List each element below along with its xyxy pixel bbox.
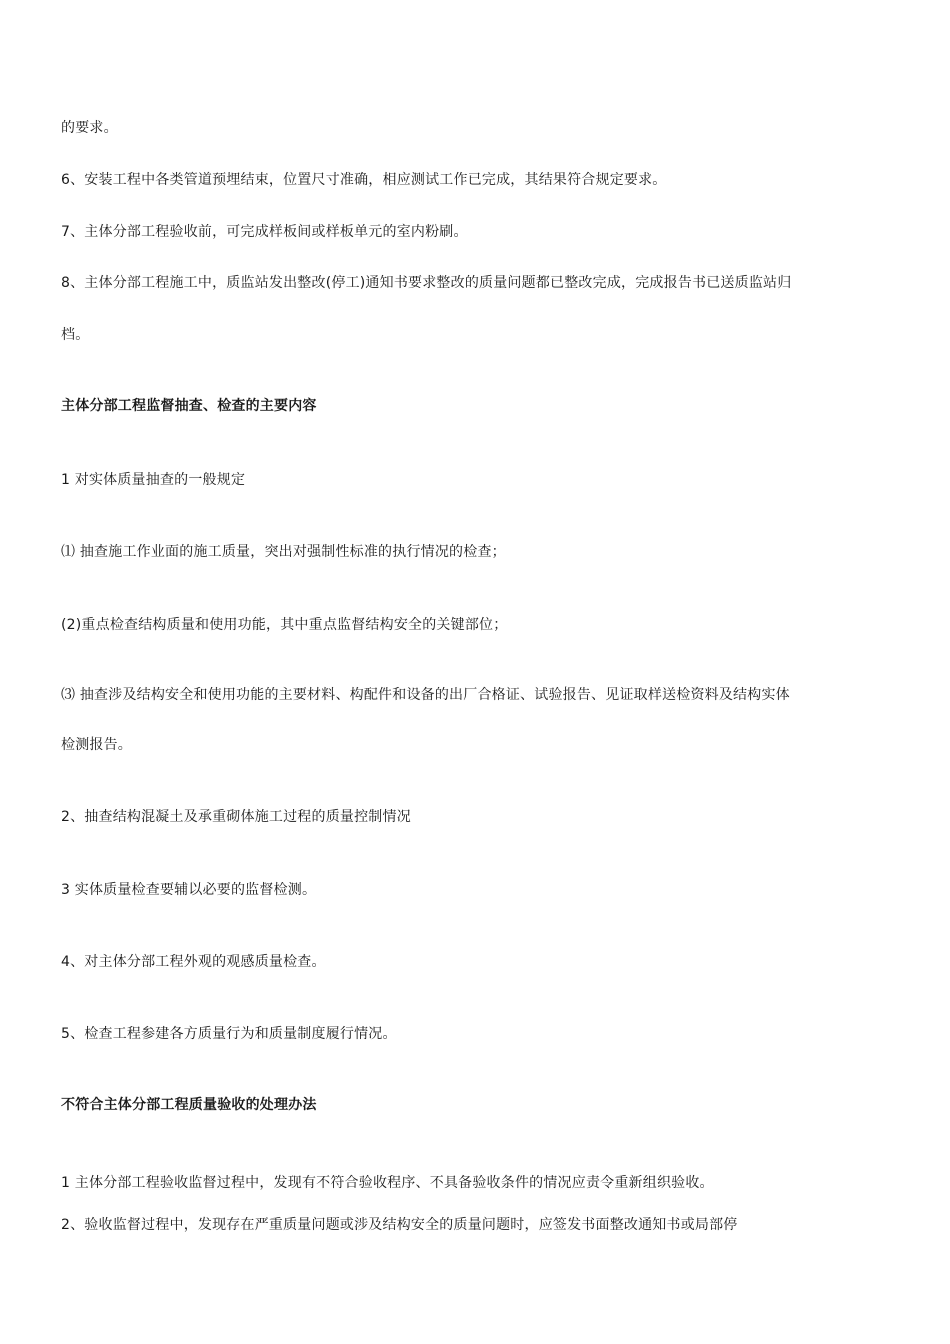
paragraph-line: 的要求。 bbox=[61, 120, 118, 136]
handling-item-2: 2、验收监督过程中，发现存在严重质量问题或涉及结构安全的质量问题时，应签发书面整改通知书或局部停 bbox=[61, 1217, 738, 1233]
list-item-7: 7、主体分部工程验收前，可完成样板间或样板单元的室内粉刷。 bbox=[61, 224, 468, 240]
sub-item-3: ⑶ 抽查涉及结构安全和使用功能的主要材料、构配件和设备的出厂合格证、试验报告、见证取样送检资料及结构实体 bbox=[61, 687, 790, 703]
subsection-item-4: 4、对主体分部工程外观的观感质量检查。 bbox=[61, 954, 326, 970]
handling-item-1: 1 主体分部工程验收监督过程中，发现有不符合验收程序、不具备验收条件的情况应责令重新组织验收。 bbox=[61, 1175, 714, 1191]
sub-item-3-continuation: 检测报告。 bbox=[61, 737, 132, 753]
list-item-8-continuation: 档。 bbox=[61, 327, 90, 343]
subsection-item-1: 1 对实体质量抽查的一般规定 bbox=[61, 472, 246, 488]
section-heading-handling: 不符合主体分部工程质量验收的处理办法 bbox=[61, 1097, 317, 1113]
subsection-item-3: 3 实体质量检查要辅以必要的监督检测。 bbox=[61, 882, 317, 898]
sub-item-2: (2)重点检查结构质量和使用功能，其中重点监督结构安全的关键部位； bbox=[61, 617, 508, 633]
sub-item-1: ⑴ 抽查施工作业面的施工质量，突出对强制性标准的执行情况的检查； bbox=[61, 544, 506, 560]
list-item-6: 6、安装工程中各类管道预埋结束，位置尺寸准确，相应测试工作已完成，其结果符合规定要求。 bbox=[61, 172, 667, 188]
subsection-item-2: 2、抽查结构混凝土及承重砌体施工过程的质量控制情况 bbox=[61, 809, 411, 825]
subsection-item-5: 5、检查工程参建各方质量行为和质量制度履行情况。 bbox=[61, 1026, 397, 1042]
section-heading-inspection: 主体分部工程监督抽查、检查的主要内容 bbox=[61, 398, 317, 414]
list-item-8: 8、主体分部工程施工中，质监站发出整改(停工)通知书要求整改的质量问题都已整改完成，完成报告书已送质监站归 bbox=[61, 275, 792, 291]
